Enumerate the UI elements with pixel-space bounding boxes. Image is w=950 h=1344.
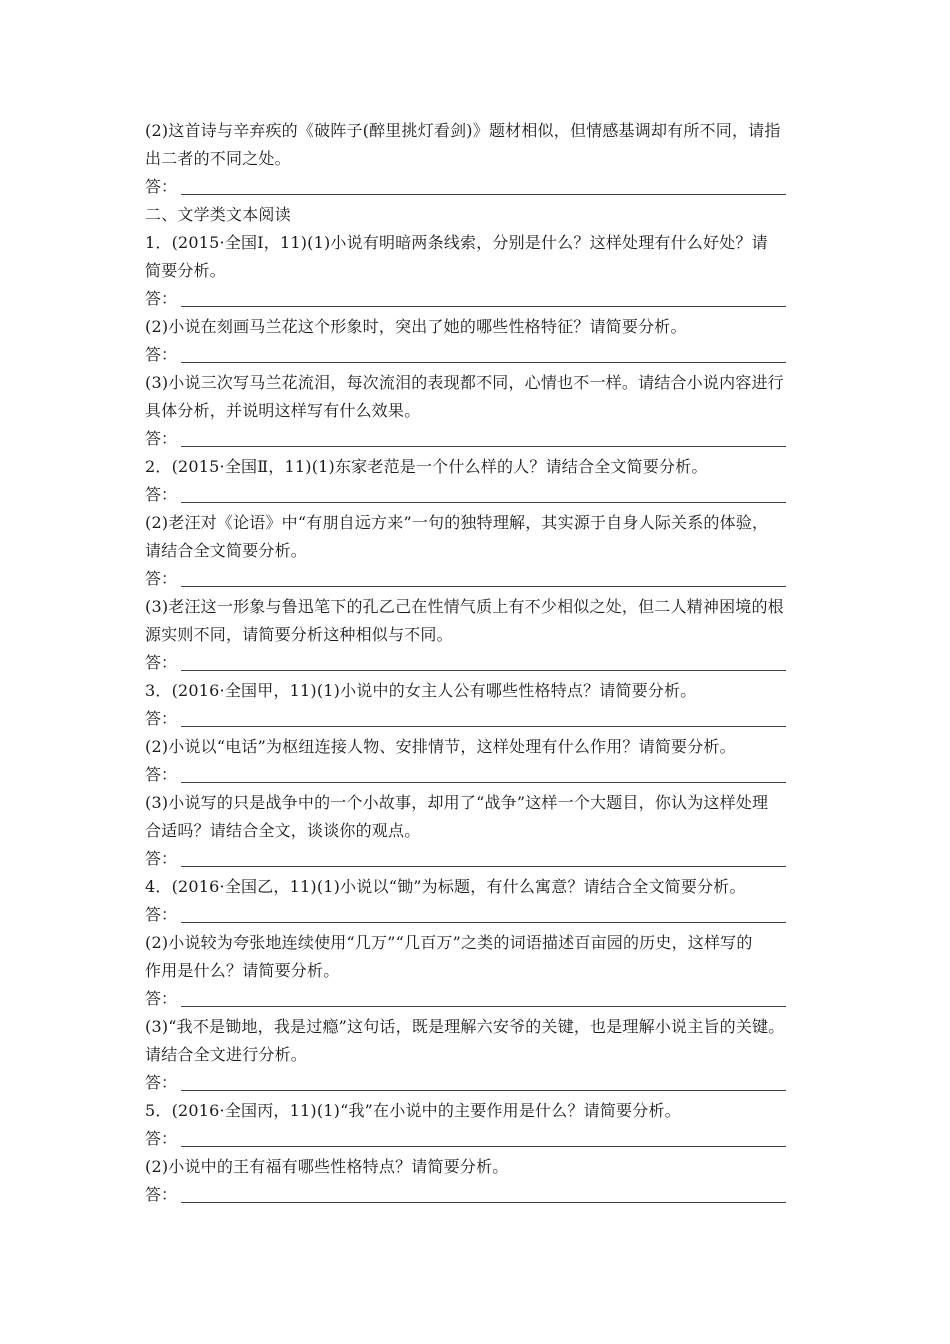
question-text: 合适吗？请结合全文，谈谈你的观点。 xyxy=(145,821,421,840)
answer-label: 答： xyxy=(145,905,178,924)
answer-line xyxy=(145,285,825,313)
question-text: 具体分析，并说明这样写有什么效果。 xyxy=(145,401,421,420)
question-text: (2)小说中的王有福有哪些性格特点？请简要分析。 xyxy=(145,1157,509,1176)
question-text: (2)小说以“电话”为枢纽连接人物、安排情节，这样处理有什么作用？请简要分析。 xyxy=(145,737,736,756)
answer-line xyxy=(145,1069,825,1097)
answer-label: 答： xyxy=(145,765,178,784)
question-text: (2)老汪对《论语》中“有朋自远方来”一句的独特理解，其实源于自身人际关系的体验， xyxy=(145,513,769,532)
answer-label: 答： xyxy=(145,429,178,448)
answer-line xyxy=(145,1125,825,1153)
answer-label: 答： xyxy=(145,653,178,672)
question-text: (2)小说在刻画马兰花这个形象时，突出了她的哪些性格特征？请简要分析。 xyxy=(145,317,687,336)
answer-blank[interactable] xyxy=(181,194,786,195)
answer-line xyxy=(145,901,825,929)
document-page xyxy=(145,117,825,1209)
answer-blank[interactable] xyxy=(181,586,786,587)
question-text: (2)小说较为夸张地连续使用“几万”“几百万”之类的词语描述百亩园的历史，这样写的 xyxy=(145,933,753,952)
answer-label: 答： xyxy=(145,177,178,196)
question-text: (3)老汪这一形象与鲁迅笔下的孔乙己在性情气质上有不少相似之处，但二人精神困境的根 xyxy=(145,597,784,616)
answer-label: 答： xyxy=(145,849,178,868)
question-text: (3)“我不是锄地，我是过瘾”这句话，既是理解六安爷的关键，也是理解小说主旨的关键。 xyxy=(145,1017,785,1036)
answer-line xyxy=(145,425,825,453)
answer-blank[interactable] xyxy=(181,362,786,363)
answer-blank[interactable] xyxy=(181,866,786,867)
answer-blank[interactable] xyxy=(181,1090,786,1091)
answer-label: 答： xyxy=(145,569,178,588)
answer-line xyxy=(145,761,825,789)
question-text: (3)小说三次写马兰花流泪，每次流泪的表现都不同，心情也不一样。请结合小说内容进行 xyxy=(145,373,784,392)
answer-label: 答： xyxy=(145,989,178,1008)
answer-blank[interactable] xyxy=(181,446,786,447)
answer-label: 答： xyxy=(145,485,178,504)
question-text: 请结合全文进行分析。 xyxy=(145,1045,308,1064)
answer-label: 答： xyxy=(145,1073,178,1092)
answer-label: 答： xyxy=(145,709,178,728)
question-text: 作用是什么？请简要分析。 xyxy=(145,961,340,980)
answer-blank[interactable] xyxy=(181,1146,786,1147)
answer-label: 答： xyxy=(145,289,178,308)
question-text: 2．(2015·全国Ⅱ，11)(1)东家老范是一个什么样的人？请结合全文简要分析。 xyxy=(145,457,708,476)
question-text: (3)小说写的只是战争中的一个小故事，却用了“战争”这样一个大题目，你认为这样处理 xyxy=(145,793,769,812)
section-heading: 二、文学类文本阅读 xyxy=(145,205,291,224)
answer-blank[interactable] xyxy=(181,1202,786,1203)
answer-line xyxy=(145,341,825,369)
answer-blank[interactable] xyxy=(181,726,786,727)
answer-line xyxy=(145,705,825,733)
question-text: 4．(2016·全国乙，11)(1)小说以“锄”为标题，有什么寓意？请结合全文简要分析。 xyxy=(145,877,746,896)
answer-line xyxy=(145,173,825,201)
answer-label: 答： xyxy=(145,1129,178,1148)
answer-line xyxy=(145,985,825,1013)
answer-label: 答： xyxy=(145,1185,178,1204)
answer-blank[interactable] xyxy=(181,670,786,671)
answer-blank[interactable] xyxy=(181,1006,786,1007)
answer-line xyxy=(145,481,825,509)
answer-blank[interactable] xyxy=(181,782,786,783)
answer-line xyxy=(145,565,825,593)
question-text: 请结合全文简要分析。 xyxy=(145,541,308,560)
answer-blank[interactable] xyxy=(181,502,786,503)
answer-blank[interactable] xyxy=(181,306,786,307)
answer-label: 答： xyxy=(145,345,178,364)
question-text: (2)这首诗与辛弃疾的《破阵子(醉里挑灯看剑)》题材相似，但情感基调却有所不同，请指 xyxy=(145,121,781,140)
answer-line xyxy=(145,649,825,677)
question-text: 源实则不同，请简要分析这种相似与不同。 xyxy=(145,625,453,644)
question-text: 5．(2016·全国丙，11)(1)“我”在小说中的主要作用是什么？请简要分析。 xyxy=(145,1101,681,1120)
answer-blank[interactable] xyxy=(181,922,786,923)
question-text: 出二者的不同之处。 xyxy=(145,149,291,168)
answer-line xyxy=(145,1181,825,1209)
question-text: 3．(2016·全国甲，11)(1)小说中的女主人公有哪些性格特点？请简要分析。 xyxy=(145,681,697,700)
answer-line xyxy=(145,845,825,873)
question-text: 简要分析。 xyxy=(145,261,227,280)
question-text: 1．(2015·全国Ⅰ，11)(1)小说有明暗两条线索，分别是什么？这样处理有什么好处？请 xyxy=(145,233,768,252)
